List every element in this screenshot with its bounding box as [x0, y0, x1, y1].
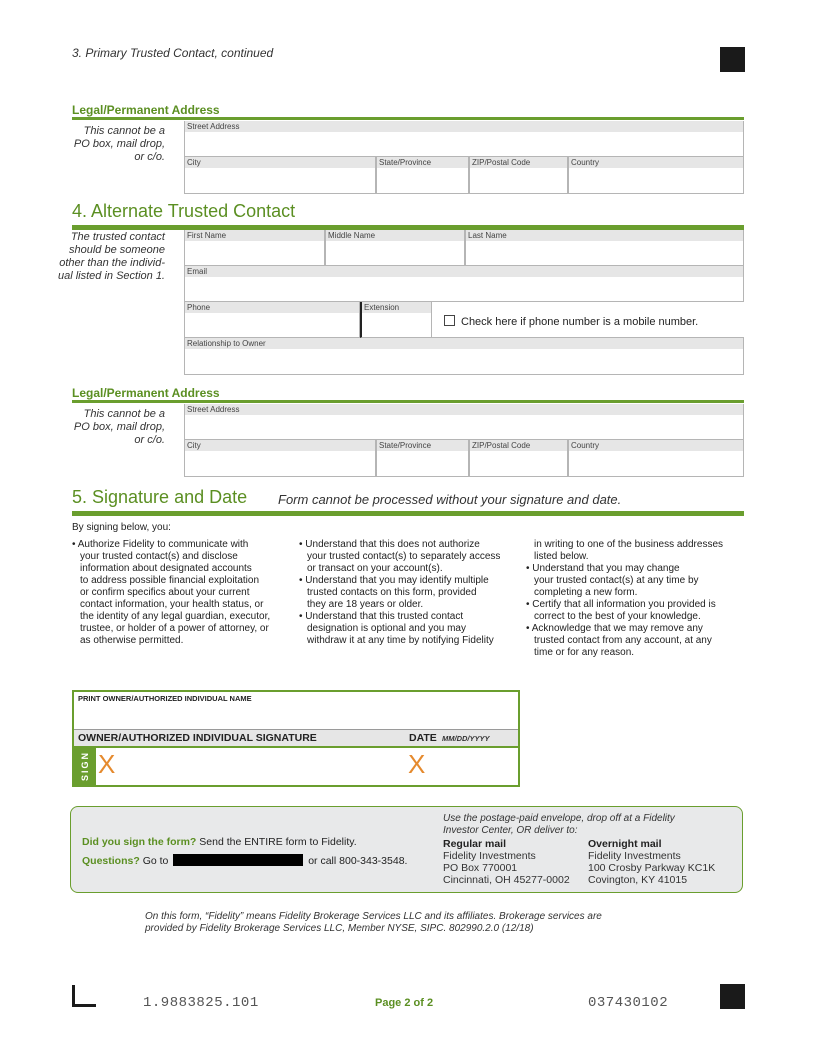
date-x-mark: X — [408, 749, 426, 779]
redacted-url[interactable] — [173, 854, 303, 866]
primary-city-field[interactable]: City — [184, 157, 376, 194]
alt-email-field[interactable]: Email — [184, 266, 744, 302]
questions-line: Questions? Go to or call 800-343-3548. — [82, 855, 408, 867]
alt-zip-field[interactable]: ZIP/Postal Code — [469, 440, 568, 477]
primary-country-field[interactable]: Country — [568, 157, 744, 194]
signature-header-row — [74, 730, 518, 748]
signature-label: OWNER/AUTHORIZED INDIVIDUAL SIGNATURE — [78, 732, 317, 744]
alt-last-name-field[interactable]: Last Name — [465, 230, 744, 266]
alt-first-name-field[interactable]: First Name — [184, 230, 325, 266]
mobile-number-label: Check here if phone number is a mobile number. — [461, 316, 699, 328]
date-label: DATE — [409, 732, 437, 744]
signing-terms-column-3: in writing to one of the business addresses listed below. • Understand that you may change your trusted contact(s) at any time by completing a new form. • Certify that all information you provided is correct to the best of your knowledge. • Acknowledge that we may remove any trusted contact from any account, at any time or for any reason. — [526, 539, 723, 658]
overnight-mail-address: Overnight mail Fidelity Investments 100 Crosby Parkway KC1K Covington, KY 41015 — [588, 838, 716, 886]
submission-info-box — [70, 806, 743, 893]
print-name-label: PRINT OWNER/AUTHORIZED INDIVIDUAL NAME — [78, 694, 252, 703]
delivery-intro: Use the postage-paid envelope, drop off at a Fidelity Investor Center, OR deliver to: — [443, 813, 675, 836]
sign-tab — [74, 748, 96, 785]
sign-tab-label: SIGN — [80, 750, 90, 782]
registration-mark-bottom-right — [720, 984, 745, 1009]
alt-middle-name-field[interactable]: Middle Name — [325, 230, 465, 266]
alt-street-field[interactable]: Street Address — [184, 404, 744, 440]
primary-street-field[interactable]: Street Address — [184, 121, 744, 157]
section4-title: 4. Alternate Trusted Contact — [72, 201, 296, 221]
primary-zip-field[interactable]: ZIP/Postal Code — [469, 157, 568, 194]
signing-terms-column-1: • Authorize Fidelity to communicate with your trusted contact(s) and disclose information about designated accounts to address possible financial exploitation or confirm specifics about your current contact information, your health status, or the identity of any legal guardian, executor, trustee, or holder of a power of attorney, or as otherwise permitted. — [72, 539, 271, 646]
signing-terms-column-2: • Understand that this does not authorize your trusted contact(s) to separately access or transact on your account(s). • Understand that you may identify multiple trusted contacts on this form, provided they are 18 years or older. • Understand that this trusted contact designation is optional and you may withdraw it at any time by notifying Fidelity — [299, 539, 501, 646]
page-number: Page 2 of 2 — [375, 997, 434, 1009]
continued-heading: 3. Primary Trusted Contact, continued — [72, 46, 274, 60]
regular-mail-address: Regular mail Fidelity Investments PO Box 770001 Cincinnati, OH 45277-0002 — [443, 838, 570, 886]
section4-note: The trusted contact should be someone other than the individ- ual listed in Section 1. — [57, 231, 165, 282]
signed-line: Did you sign the form? Send the ENTIRE form to Fidelity. — [82, 836, 357, 848]
alt-address-heading: Legal/Permanent Address — [72, 386, 220, 400]
primary-state-field[interactable]: State/Province — [376, 157, 469, 194]
form-code-right: 037430102 — [588, 995, 669, 1011]
print-name-field[interactable] — [74, 692, 518, 730]
section5-rule — [72, 511, 744, 516]
date-format: MM/DD/YYYY — [442, 734, 490, 743]
date-field[interactable] — [408, 748, 518, 785]
registration-corner-bottom-left — [72, 985, 96, 1007]
primary-address-note: This cannot be a PO box, mail drop, or c/o. — [73, 125, 165, 163]
mobile-number-checkbox-row[interactable] — [444, 315, 698, 328]
alt-relationship-field[interactable]: Relationship to Owner — [184, 338, 744, 375]
section5-subtitle: Form cannot be processed without your signature and date. — [278, 492, 622, 507]
signature-block — [72, 690, 520, 787]
section5-title: 5. Signature and Date — [72, 487, 248, 507]
alt-address-note: This cannot be a PO box, mail drop, or c/o. — [73, 408, 165, 446]
alt-state-field[interactable]: State/Province — [376, 440, 469, 477]
section5-intro: By signing below, you: — [72, 522, 171, 533]
alt-phone-field[interactable]: Phone — [184, 302, 360, 338]
alt-country-field[interactable]: Country — [568, 440, 744, 477]
form-code-left: 1.9883825.101 — [143, 995, 259, 1011]
registration-mark-top-right — [720, 47, 745, 72]
alt-address-rule — [72, 400, 744, 403]
disclaimer: On this form, “Fidelity” means Fidelity Brokerage Services LLC and its affiliates. Brokerage services are provided by Fidelity Brokerage Services LLC, Member NYSE, SIPC. 802990.2.0 (12/18) — [145, 911, 602, 934]
primary-address-rule — [72, 117, 744, 120]
alt-city-field[interactable]: City — [184, 440, 376, 477]
mobile-number-checkbox[interactable] — [444, 315, 455, 326]
alt-extension-field[interactable]: Extension — [360, 302, 432, 338]
signature-field[interactable] — [96, 748, 408, 785]
primary-address-heading: Legal/Permanent Address — [72, 103, 220, 117]
signature-x-mark: X — [98, 749, 116, 779]
